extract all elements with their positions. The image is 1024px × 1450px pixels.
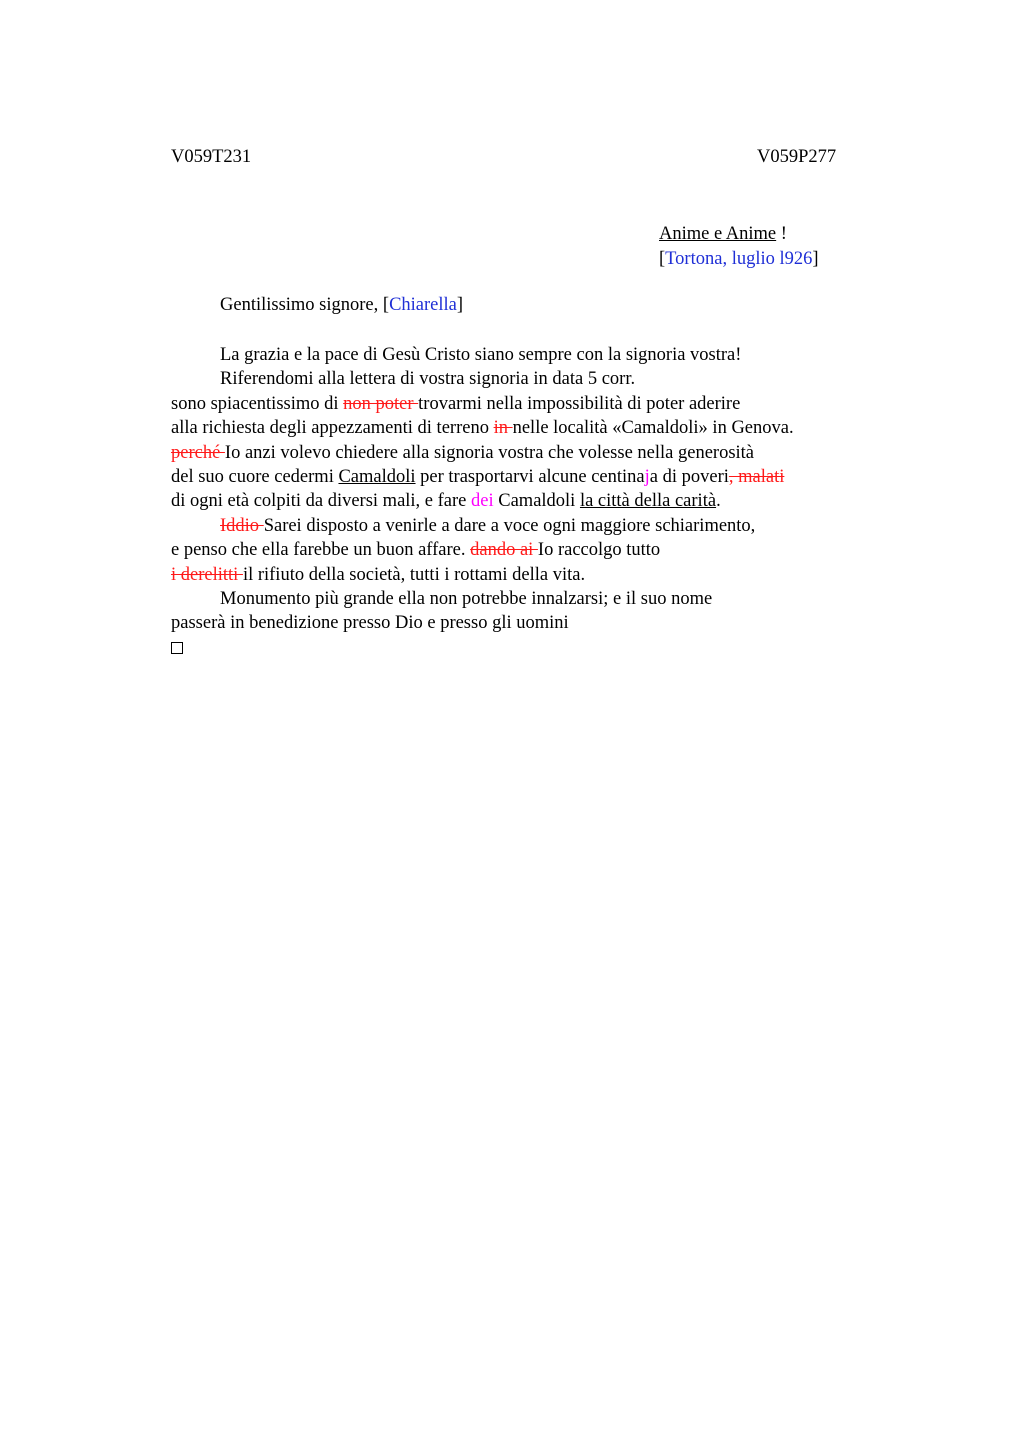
text-run: del suo cuore cedermi xyxy=(171,467,339,488)
text-run: . xyxy=(716,491,721,512)
title-line xyxy=(659,222,819,247)
letter-line: Riferendomi alla lettera di vostra signoria in data 5 corr. xyxy=(220,369,636,390)
salutation-text: Gentilissimo signore, xyxy=(220,295,383,315)
text-run: e penso che ella farebbe un buon affare. xyxy=(171,540,471,561)
text-run: Io raccolgo tutto xyxy=(537,540,661,561)
text-run: il rifiuto della società, tutti i rottami della vita. xyxy=(242,564,586,585)
document-code-left: V059T231 xyxy=(171,147,252,167)
letter-line: La grazia e la pace di Gesù Cristo siano sempre con la signoria vostra! xyxy=(220,345,742,365)
letter-line xyxy=(171,416,871,440)
deleted-text: i derelitti xyxy=(171,564,243,585)
letter-body xyxy=(171,343,871,661)
salutation xyxy=(220,295,463,316)
letter-line: passerà in benedizione presso Dio e presso gli uomini xyxy=(171,613,569,634)
letter-title: Anime e Anime xyxy=(659,224,777,244)
text-run: Sarei disposto a venirle a dare a voce ogni maggiore schiarimento, xyxy=(263,515,756,536)
text-run: nelle località «Camaldoli» in Genova. xyxy=(512,418,794,439)
underlined-text: Camaldoli xyxy=(338,467,416,488)
text-run: alla richiesta degli appezzamenti di terreno xyxy=(171,418,494,439)
underlined-text: la città della carità xyxy=(579,491,717,512)
letter-line xyxy=(171,489,871,513)
letter-line xyxy=(171,514,871,538)
deleted-text: dando ai xyxy=(470,540,538,561)
place-date: Tortona, luglio l926 xyxy=(665,248,813,269)
text-run: sono spiacentissimo di xyxy=(171,393,344,414)
text-run: per trasportarvi alcune centina xyxy=(415,467,645,488)
letter-line xyxy=(171,441,871,465)
text-run: Camaldoli xyxy=(493,491,580,512)
letter-line xyxy=(171,392,871,416)
deleted-text: Iddio xyxy=(220,515,264,536)
letter-line: Monumento più grande ella non potrebbe innalzarsi; e il suo nome xyxy=(220,589,713,610)
document-code-right: V059P277 xyxy=(757,147,837,167)
text-run: di ogni età colpiti da diversi mali, e fare xyxy=(171,491,472,512)
deleted-text: non poter xyxy=(343,393,419,414)
bracket-open: [ xyxy=(659,248,666,269)
letter-line xyxy=(171,563,871,587)
bracket-close: ] xyxy=(456,295,464,315)
inserted-text: j xyxy=(644,467,650,488)
text-run: Io anzi volevo chiedere alla signoria vostra che volesse nella generosità xyxy=(224,442,755,463)
title-block xyxy=(659,222,819,271)
text-run: trovarmi nella impossibilità di poter aderire xyxy=(418,393,741,414)
text-run: a di poveri xyxy=(649,467,729,488)
deleted-text: , malati xyxy=(728,467,785,488)
deleted-text: perché xyxy=(171,442,225,463)
title-exclamation: ! xyxy=(776,224,787,244)
recipient-name: Chiarella xyxy=(389,295,457,315)
bracket-open: [ xyxy=(382,295,390,315)
inserted-text: dei xyxy=(471,491,494,512)
letter-line xyxy=(171,538,871,562)
deleted-text: in xyxy=(493,418,513,439)
square-icon xyxy=(171,642,183,654)
bracket-close: ] xyxy=(812,248,819,269)
place-date-line xyxy=(659,247,819,272)
end-marker xyxy=(171,636,871,661)
letter-line xyxy=(171,465,871,489)
